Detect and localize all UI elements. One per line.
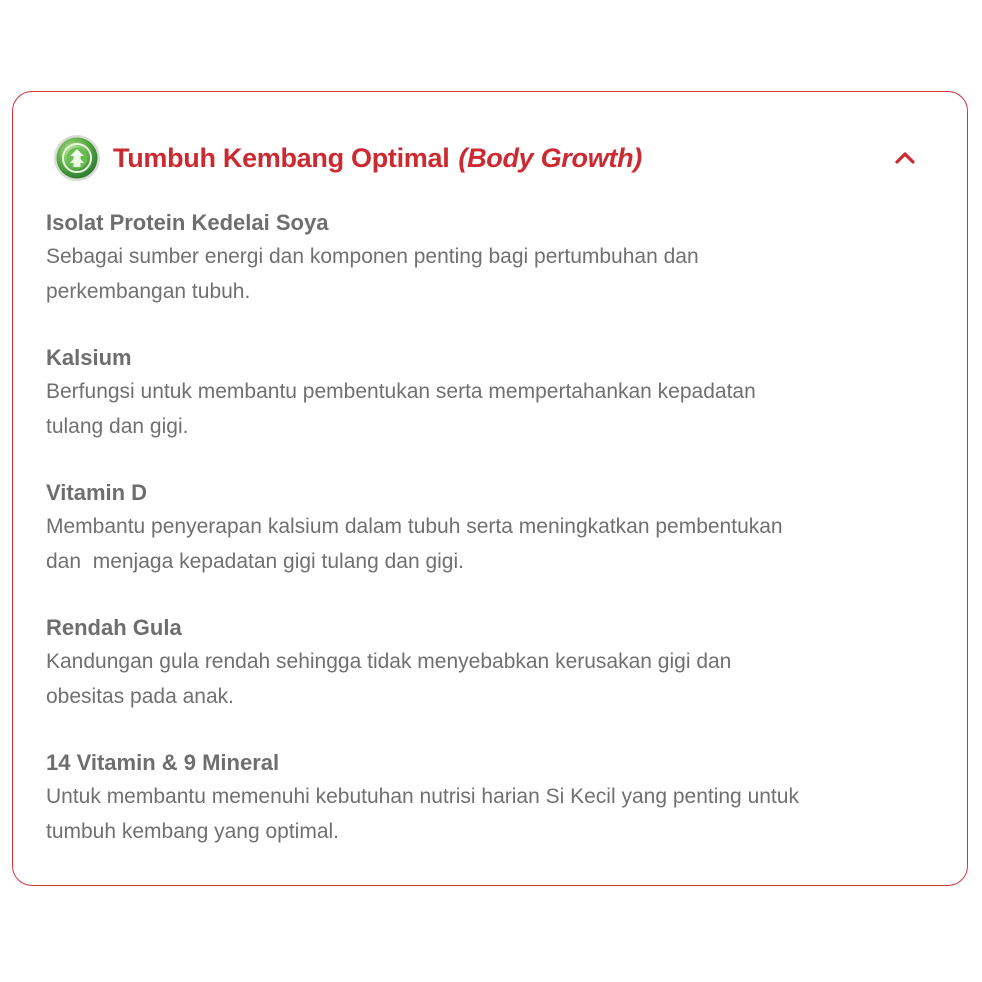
nutrient-description: Berfungsi untuk membantu pembentukan serta mempertahankan kepadatan tulang dan gigi. [46,380,756,438]
nutrient-item [46,478,927,579]
accordion-content [46,208,927,883]
collapse-button[interactable] [889,144,921,172]
nutrient-description: Membantu penyerapan kalsium dalam tubuh serta meningkatkan pembentukan dan menjaga kepadatan gigi tulang dan gigi. [46,515,783,573]
nutrient-title: Rendah Gula [46,615,182,640]
nutrient-item [46,208,927,309]
accordion-header[interactable] [53,132,927,184]
nutrient-title: Kalsium [46,345,132,370]
green-leaf-emblem-icon [53,134,101,182]
nutrient-description: Sebagai sumber energi dan komponen penting bagi pertumbuhan dan perkembangan tubuh. [46,245,699,303]
nutrient-title: 14 Vitamin & 9 Mineral [46,750,280,775]
title-text: Tumbuh Kembang Optimal [113,142,450,173]
accordion-panel [12,91,968,886]
nutrient-item [46,343,927,444]
nutrient-item [46,748,927,849]
nutrient-title: Isolat Protein Kedelai Soya [46,210,329,235]
title-subtitle: (Body Growth) [458,142,642,173]
nutrient-title: Vitamin D [46,480,148,505]
nutrient-item [46,613,927,714]
nutrient-description: Kandungan gula rendah sehingga tidak menyebabkan kerusakan gigi dan obesitas pada anak. [46,650,732,708]
accordion-title [113,143,642,174]
nutrient-description: Untuk membantu memenuhi kebutuhan nutrisi harian Si Kecil yang penting untuk tumbuh kembang yang optimal. [46,785,799,843]
chevron-up-icon [894,151,916,165]
